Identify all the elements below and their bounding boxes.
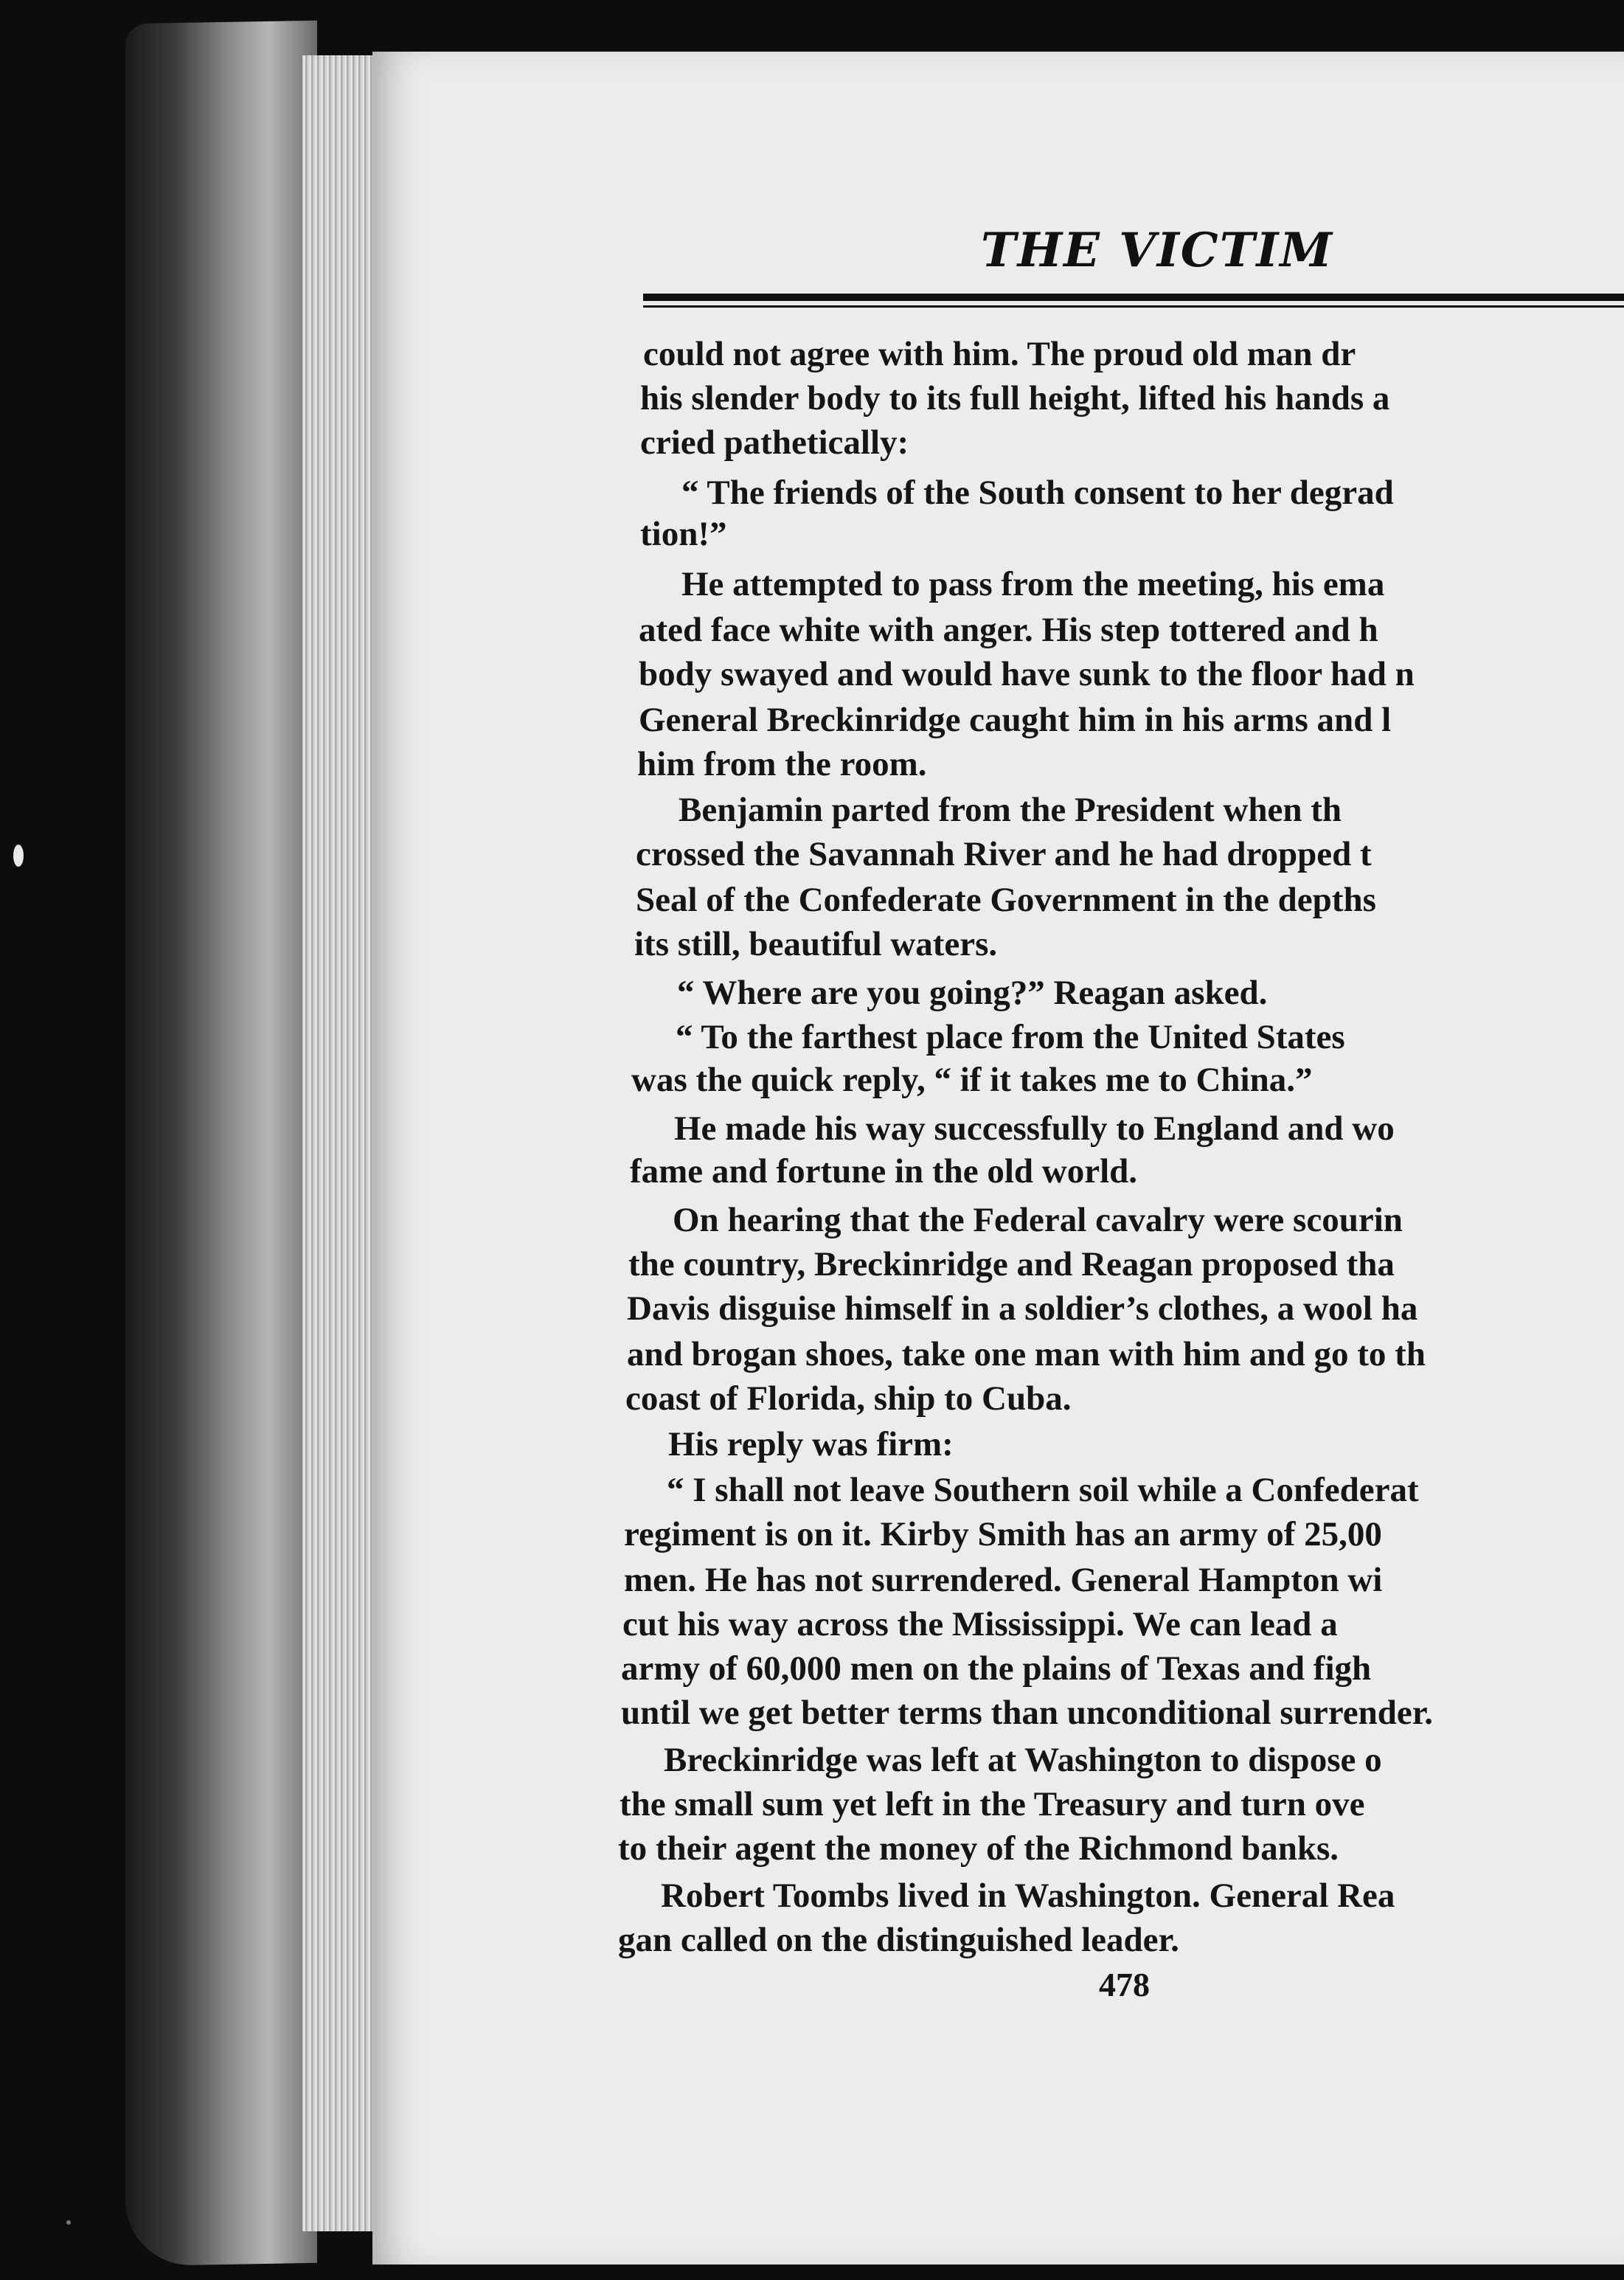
text-line: the small sum yet left in the Treasury and turn ove [620,1785,1365,1823]
text-line: fame and fortune in the old world. [630,1152,1138,1191]
text-line: could not agree with him. The proud old man dr [643,335,1356,373]
text-line: cried pathetically: [640,423,909,462]
text-line: his slender body to its full height, lifted his hands a [640,379,1390,417]
text-line: Davis disguise himself in a soldier’s clothes, a wool ha [627,1289,1418,1328]
text-line: “ To the farthest place from the United States [676,1018,1345,1056]
text-line: men. He has not surrendered. General Hampton wi [624,1561,1383,1599]
text-line: until we get better terms than unconditional surrender. [621,1694,1434,1732]
text-line: Benjamin parted from the President when th [679,791,1342,829]
text-line: the country, Breckinridge and Reagan proposed tha [628,1245,1395,1283]
text-line: body swayed and would have sunk to the floor had n [639,655,1415,693]
text-line: “ I shall not leave Southern soil while a Confederat [667,1471,1419,1509]
text-line: Seal of the Confederate Government in the depths [636,881,1376,919]
running-head: THE VICTIM [981,223,1334,278]
text-line: Robert Toombs lived in Washington. General Rea [661,1877,1395,1915]
text-line: “ The friends of the South consent to her degrad [681,474,1394,512]
text-line: General Breckinridge caught him in his arms and l [639,701,1392,739]
text-line: and brogan shoes, take one man with him and go to th [627,1335,1426,1373]
text-line: to their agent the money of the Richmond banks. [618,1829,1339,1868]
text-line: its still, beautiful waters. [634,925,998,963]
text-line: cut his way across the Mississippi. We can lead a [622,1605,1338,1643]
text-line: “ Where are you going?” Reagan asked. [677,974,1268,1012]
text-line: crossed the Savannah River and he had dropped t [636,835,1372,873]
text-line: him from the room. [637,745,927,783]
page-number-display: 478 [1099,1966,1150,2003]
text-line: regiment is on it. Kirby Smith has an army of 25,00 [624,1515,1382,1553]
text-line: On hearing that the Federal cavalry were scourin [673,1201,1403,1239]
text-line: coast of Florida, ship to Cuba. [625,1379,1072,1418]
text-line: He made his way successfully to England and wo [674,1109,1395,1148]
text-line: gan called on the distinguished leader. [618,1921,1179,1959]
text-line: was the quick reply, “ if it takes me to China.” [631,1061,1313,1099]
text-line: He attempted to pass from the meeting, his ema [681,565,1385,603]
text-line: ated face white with anger. His step tottered and h [639,611,1378,649]
text-line: army of 60,000 men on the plains of Texas and figh [621,1649,1372,1688]
text-line: Breckinridge was left at Washington to dispose o [664,1741,1382,1779]
text-line: tion!” [640,515,727,553]
text-line: His reply was firm: [668,1425,954,1463]
